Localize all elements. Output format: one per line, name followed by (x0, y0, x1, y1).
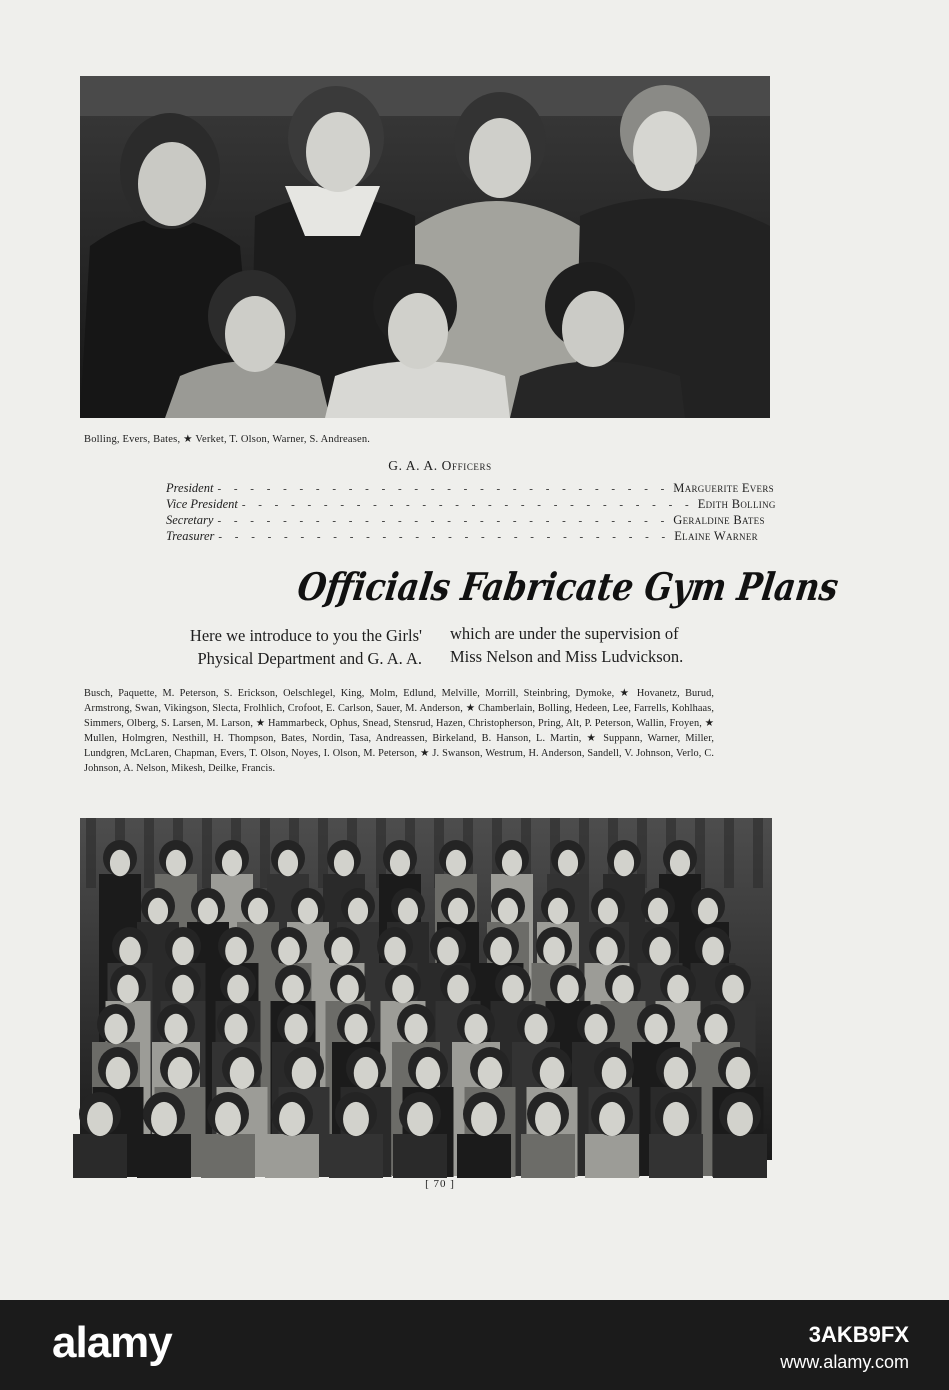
person-face (502, 850, 522, 877)
person-face (448, 898, 468, 925)
person-face (166, 850, 186, 877)
person-body (329, 1134, 383, 1178)
person-face (398, 898, 418, 925)
person-face (548, 898, 568, 925)
officer-row (166, 497, 776, 513)
person-face (602, 1057, 626, 1089)
person-face (230, 1057, 254, 1089)
person-face (148, 898, 168, 925)
person-body (649, 1134, 703, 1178)
person-face (524, 1014, 547, 1044)
leader-dashes: - - - - - - - - - - - - - - - - - - - - - - - - - - - - (241, 499, 694, 511)
person-face (644, 1014, 667, 1044)
person-face (106, 1057, 130, 1089)
officer-row (166, 529, 758, 545)
person-face (292, 1057, 316, 1089)
person-face (172, 975, 194, 1004)
person-face (198, 898, 218, 925)
person-face (502, 975, 524, 1004)
officers-heading (340, 458, 540, 474)
watermark-url: www.alamy.com (780, 1352, 909, 1372)
person-face (557, 975, 579, 1004)
person-face (584, 1014, 607, 1044)
person-face (390, 850, 410, 877)
person-face (490, 937, 512, 966)
person-face (225, 937, 247, 966)
intro-left-column (92, 624, 422, 670)
curtain-fold (144, 818, 154, 888)
person-face (278, 850, 298, 877)
person-face (224, 1014, 247, 1044)
person-face (598, 898, 618, 925)
officers-photo-caption: Bolling, Evers, Bates, ★ Verket, T. Olson, Warner, S. Andreasen. (84, 434, 371, 445)
person-face (172, 937, 194, 966)
officer-row (166, 481, 774, 497)
intro-right-line: Miss Nelson and Miss Ludvickson. (450, 647, 684, 666)
person-body (201, 1134, 255, 1178)
person-face (663, 1102, 689, 1136)
person-face (722, 975, 744, 1004)
person-face (227, 975, 249, 1004)
person-body (393, 1134, 447, 1178)
person-face (248, 898, 268, 925)
officers-group-photo (80, 76, 770, 418)
person-face (698, 898, 718, 925)
person-face (282, 975, 304, 1004)
curtain-fold (724, 818, 734, 888)
person-face (334, 850, 354, 877)
person-face (337, 975, 359, 1004)
person-face (104, 1014, 127, 1044)
person-body (457, 1134, 511, 1178)
officer-role: President (166, 481, 214, 495)
leader-dashes: - - - - - - - - - - - - - - - - - - - - - - - - - - - - (218, 531, 671, 543)
person-face (119, 937, 141, 966)
person-face (222, 850, 242, 877)
intro-left-line: Physical Department and G. A. A. (197, 649, 422, 668)
watermark-logo: alamy (52, 1318, 172, 1367)
person-face (278, 937, 300, 966)
person-face (478, 1057, 502, 1089)
person-body (521, 1134, 575, 1178)
person-body (585, 1134, 639, 1178)
officer-name: Edith Bolling (697, 497, 776, 511)
person-face (392, 975, 414, 1004)
person-face (540, 1057, 564, 1089)
officer-name: Elaine Warner (674, 529, 758, 543)
person-face (543, 937, 565, 966)
person-face (471, 1102, 497, 1136)
officer-role: Secretary (166, 513, 214, 527)
person-face (702, 937, 724, 966)
person-face (599, 1102, 625, 1136)
person-face (331, 937, 353, 966)
department-group-photo (80, 818, 772, 1160)
person-face (117, 975, 139, 1004)
intro-right-line: which are under the supervision of (450, 624, 679, 643)
person-face (664, 1057, 688, 1089)
person-face (348, 898, 368, 925)
group-names-paragraph: Busch, Paquette, M. Peterson, S. Erickson, Oelschlegel, King, Molm, Edlund, Melville, Morrill, Steinbring, Dymoke, ★ Hovanetz, Burud, Armstrong, Swan, Vikingson, Slecta, Frolhlich, Crofoot, E. Carlson, Sauer, M. Anderson, ★ Chamberlain, Bolling, Hedeen, Lee, Farrells, Kohlhaas, Simmers, Olberg, S. Larsen, M. Larson, ★ Hammarbeck, Ophus, Snead, Stensrud, Hazen, Christopherson, Pring, Alt, P. Peterson, Wallin, Froyen, ★ Mullen, Holmgren, Nesthill, H. Thompson, Bates, Nordin, Tasa, Andreassen, Birkeland, B. Hanson, L. Martin, ★ Suppann, Warner, Miller, Lundgren, McLaren, Chapman, Evers, T. Olson, Noyes, I. Olson, M. Peterson, ★ J. Swanson, Westrum, H. Anderson, Sandell, V. Johnson, Verlo, C. Johnson, A. Nelson, Mikesh, Deilke, Francis. (84, 688, 714, 774)
person-face (727, 1102, 753, 1136)
person-face (344, 1014, 367, 1044)
officer-name: Geraldine Bates (673, 513, 765, 527)
person-face (343, 1102, 369, 1136)
officer-row (166, 513, 765, 529)
person-face (215, 1102, 241, 1136)
person-face (168, 1057, 192, 1089)
person-face (447, 975, 469, 1004)
person-face (437, 937, 459, 966)
person-face (151, 1102, 177, 1136)
person-face (384, 937, 406, 966)
person-body (713, 1134, 767, 1178)
curtain-fold (86, 818, 96, 888)
person-face (670, 850, 690, 877)
officer-role: Vice President (166, 497, 238, 511)
watermark-image-id: 3AKB9FX (808, 1322, 909, 1347)
person-face (416, 1057, 440, 1089)
person-face (87, 1102, 113, 1136)
headline-text: Officials Fabricate Gym Plans (294, 565, 929, 610)
page-number: [ 70 ] (425, 1178, 455, 1190)
person-face (464, 1014, 487, 1044)
person-face (446, 850, 466, 877)
officer-role: Treasurer (166, 529, 215, 543)
person-face (110, 850, 130, 877)
person-face (596, 937, 618, 966)
leader-dashes: - - - - - - - - - - - - - - - - - - - - - - - - - - - - (217, 483, 670, 495)
person-face (407, 1102, 433, 1136)
intro-left-line: Here we introduce to you the Girls' (189, 626, 422, 645)
person-body (137, 1134, 191, 1178)
person-face (612, 975, 634, 1004)
person-face (279, 1102, 305, 1136)
person-face (298, 898, 318, 925)
person-face (284, 1014, 307, 1044)
person-face (498, 898, 518, 925)
person-face (558, 850, 578, 877)
person-face (535, 1102, 561, 1136)
intro-right-column (450, 622, 770, 668)
leader-dashes: - - - - - - - - - - - - - - - - - - - - - - - - - - - - (217, 515, 670, 527)
person-face (354, 1057, 378, 1089)
curtain-fold (753, 818, 763, 888)
person-body (73, 1134, 127, 1178)
person-body (265, 1134, 319, 1178)
person-face (164, 1014, 187, 1044)
person-face (726, 1057, 750, 1089)
person-face (614, 850, 634, 877)
officers-heading-text: G. A. A. Officers (388, 458, 492, 473)
person-face (648, 898, 668, 925)
person-face (404, 1014, 427, 1044)
officer-name: Marguerite Evers (673, 481, 774, 495)
headline (292, 558, 929, 614)
curtain-fold (202, 818, 212, 888)
person-face (704, 1014, 727, 1044)
person-face (667, 975, 689, 1004)
person-face (649, 937, 671, 966)
